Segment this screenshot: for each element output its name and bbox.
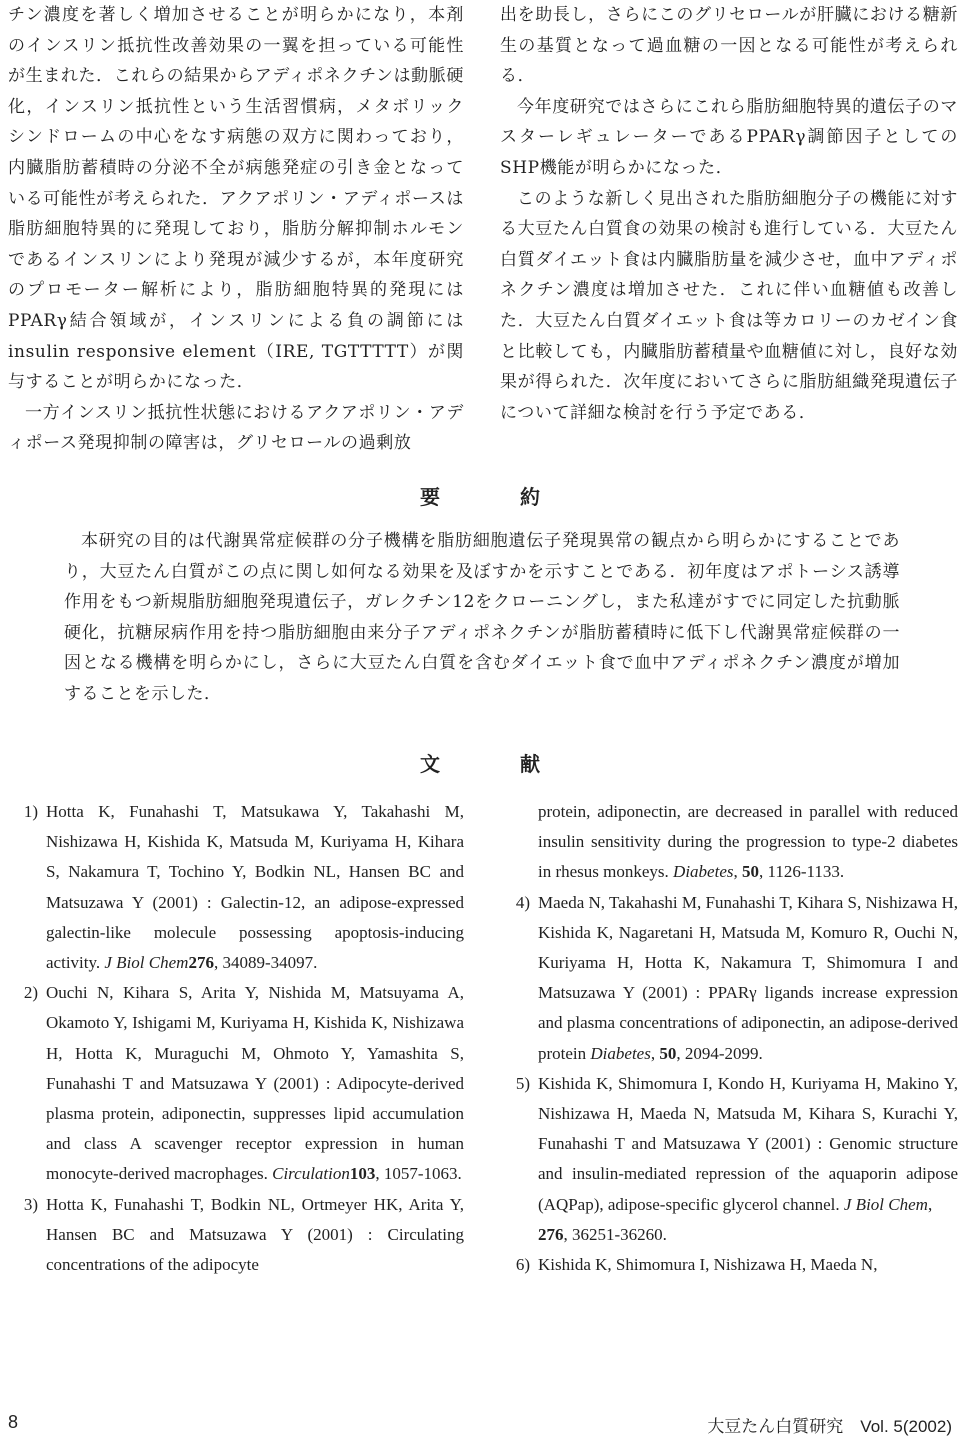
reference-item	[8, 978, 464, 1189]
reference-pages: , 1057-1063.	[375, 1164, 462, 1184]
body-text-left-column	[8, 0, 464, 459]
summary-text: 本研究の目的は代謝異常症候群の分子機構を脂肪細胞遺伝子発現異常の観点から明らかにすることであり，大豆たん白質がこの点に関し如何なる効果を及ぼすかを示すことである．初年度はアポトーシス誘導作用をもつ新規脂肪細胞発現遺伝子，ガレクチン12をクローニングし，また私達がすでに同定した抗動脈硬化，抗糖尿病作用を持つ脂肪細胞由来分子アディポネクチンが脂肪蓄積時に低下し代謝異常症候群の一因となる機構を明らかにし，さらに大豆たん白質を含むダイエット食で血中アディポネクチン濃度が増加することを示した．	[64, 531, 900, 704]
reference-journal: Diabetes	[590, 1043, 651, 1063]
reference-number: 6)	[515, 1255, 530, 1275]
reference-authors: Ouchi N, Kihara S, Arita Y, Nishida M, Matsuyama A, Okamoto Y, Ishigami M, Kuriyama H, Kishida K, Nishizawa H, Hotta K, Muraguchi M, Ohmoto Y, Yamashita S, Funahashi T and Matsuzawa Y (2001) : Adipocyte-derived plasma protein, adiponectin, suppresses lipid accumulation and class A scavenger receptor expression in human monocyte-derived macrophages.	[46, 983, 464, 1184]
reference-number: 5)	[515, 1073, 530, 1093]
reference-text	[538, 888, 958, 1069]
reference-authors: Hotta K, Funahashi T, Matsukawa Y, Takahashi M, Nishizawa H, Kishida K, Matsuda M, Kuriyama H, Kihara S, Nakamura T, Tochino Y, Bodkin NL, Hansen BC and Matsuzawa Y (2001) : Galectin-12, an adipose-expressed galectin-like molecule possessing apoptosis-inducing activity.	[46, 802, 464, 973]
reference-item	[8, 1190, 464, 1281]
reference-pages: , 1126-1133.	[758, 862, 845, 882]
reference-text: protein, adiponectin, are decreased in parallel with reduced insulin sensitivity during the progression to type-2 diabetes in rhesus monkeys.	[538, 802, 958, 882]
reference-journal: Diabetes	[673, 862, 734, 882]
reference-volume: 50	[659, 1043, 677, 1063]
reference-separator: ,	[927, 1194, 933, 1214]
reference-journal: Circulation	[272, 1164, 350, 1184]
journal-footer: 大豆たん白質研究 Vol. 5(2002)	[707, 1417, 952, 1436]
references-left-column	[8, 797, 464, 1280]
reference-volume: 103	[349, 1164, 376, 1184]
reference-volume: 50	[741, 862, 759, 882]
references-heading: 文献	[420, 752, 620, 776]
reference-number: 1)	[23, 802, 38, 821]
body-paragraph: 今年度研究ではさらにこれら脂肪細胞特異的遺伝子のマスターレギュレーターであるPPARγ調節因子としてのSHP機能が明らかになった．	[500, 96, 958, 178]
reference-authors: Kishida K, Shimomura I, Nishizawa H, Maeda N,	[538, 1255, 878, 1275]
reference-number: 4)	[515, 892, 530, 912]
reference-journal: J Biol Chem	[843, 1194, 928, 1214]
summary-section	[64, 526, 900, 709]
reference-item	[500, 1250, 958, 1280]
reference-item	[500, 1069, 958, 1250]
body-text-right-column	[500, 0, 958, 428]
reference-text	[538, 1069, 958, 1250]
reference-item	[8, 797, 464, 978]
reference-pages: , 2094-2099.	[676, 1043, 763, 1063]
references-right-column	[500, 797, 958, 1280]
reference-volume: 276	[188, 953, 214, 973]
reference-pages: , 34089-34097.	[213, 953, 318, 973]
summary-heading: 要約	[420, 485, 620, 509]
reference-number: 3)	[23, 1194, 38, 1214]
reference-volume: 276	[538, 1224, 564, 1244]
reference-authors: Hotta K, Funahashi T, Bodkin NL, Ortmeyer HK, Arita Y, Hansen BC and Matsuzawa Y (2001) : Circulating concentrations of the adipocyte	[46, 1194, 464, 1275]
body-paragraph: このような新しく見出された脂肪細胞分子の機能に対する大豆たん白質食の効果の検討も進行している．大豆たん白質ダイエット食は内臓脂肪量を減少させ，血中アディポネクチン濃度は増加させた．これに伴い血糖値も改善した．大豆たん白質ダイエット食は等カロリーのカゼイン食と比較しても，内臓脂肪蓄積量や血糖値に対し，良好な効果が得られた．次年度においてさらに脂肪組織発現遺伝子について詳細な検討を行う予定である．	[500, 188, 958, 423]
body-paragraph: 出を助長し，さらにこのグリセロールが肝臓における糖新生の基質となって過血糖の一因となる可能性が考えられる．	[500, 5, 958, 87]
reference-pages: , 36251-36260.	[563, 1224, 667, 1244]
reference-number: 2)	[23, 983, 38, 1003]
reference-separator: ,	[650, 1043, 660, 1063]
reference-authors: Maeda N, Takahashi M, Funahashi T, Kihara S, Nishizawa H, Kishida K, Nagaretani H, Matsuda M, Komuro R, Ouchi N, Kuriyama H, Hotta K, Nakamura T, Shimomura I and Matsuzawa Y (2001) : PPARγ ligands increase expression and plasma concentrations of adiponectin, an adipose-derived protein	[538, 892, 958, 1063]
reference-item	[500, 888, 958, 1069]
reference-journal: J Biol Chem	[104, 953, 189, 973]
body-paragraph: 一方インスリン抵抗性状態におけるアクアポリン・アディポース発現抑制の障害は，グリセロールの過剰放	[8, 402, 464, 454]
body-paragraph: チン濃度を著しく増加させることが明らかになり，本剤のインスリン抵抗性改善効果の一翼を担っている可能性が生まれた．これらの結果からアディポネクチンは動脈硬化，インスリン抵抗性という生活習慣病，メタボリックシンドロームの中心をなす病態の双方に関わっており，内臓脂肪蓄積時の分泌不全が病態発症の引き金となっている可能性が考えられた．アクアポリン・アディポースは脂肪細胞特異的に発現しており，脂肪分解抑制ホルモンであるインスリンにより発現が減少するが，本年度研究のプロモーター解析により，脂肪細胞特異的発現にはPPARγ結合領域が，インスリンによる負の調節にはinsulin responsive element（IRE, TGTTTTT）が関与することが明らかになった．	[8, 5, 464, 393]
reference-authors: Kishida K, Shimomura I, Kondo H, Kuriyama H, Makino Y, Nishizawa H, Maeda N, Matsuda M, Kihara S, Kurachi Y, Funahashi T and Matsuzawa Y (2001) : Genomic structure and insulin-mediated repression of the aquaporin adipose (AQPap), adipose-specific glycerol channel.	[538, 1073, 958, 1214]
reference-text	[46, 797, 464, 978]
page-number: 8	[8, 1412, 19, 1432]
reference-continuation	[500, 797, 958, 888]
reference-text	[46, 978, 464, 1189]
reference-separator: ,	[733, 862, 742, 882]
